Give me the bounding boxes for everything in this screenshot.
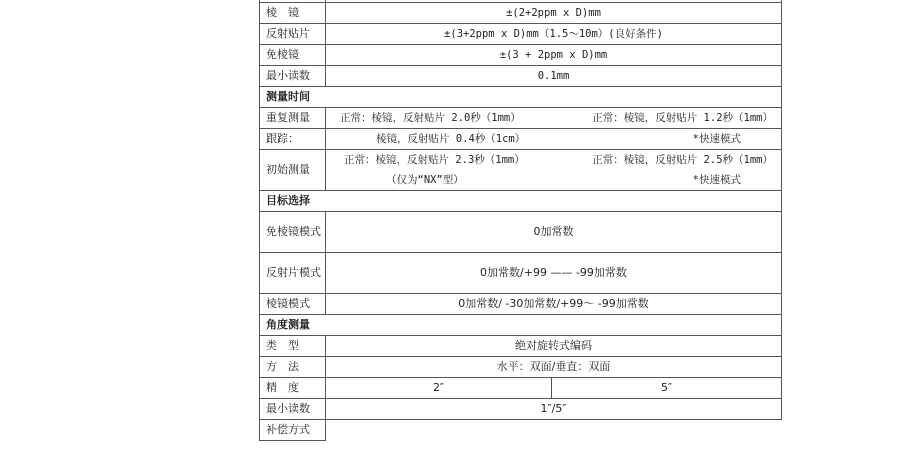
table-row bbox=[260, 378, 782, 399]
section-row bbox=[260, 315, 782, 336]
row-value-empty bbox=[326, 420, 782, 441]
row-value bbox=[326, 129, 782, 150]
table-row bbox=[260, 24, 782, 45]
track-left: 棱镜，反射贴片 0.4秒（1cm） bbox=[376, 133, 526, 145]
row-label: 重复测量 bbox=[260, 108, 326, 129]
table-row bbox=[260, 150, 782, 191]
table-row bbox=[260, 108, 782, 129]
initial-left2: （仅为“NX”型） bbox=[386, 174, 464, 186]
initial-left1: 正常：棱镜，反射贴片 2.3秒（1mm） bbox=[344, 154, 525, 166]
row-value: ±(3+2ppm x D)mm（1.5～10m）(良好条件) bbox=[326, 24, 782, 45]
initial-right1: 正常：棱镜，反射贴片 2.5秒（1mm） bbox=[592, 154, 773, 166]
row-value: 0加常数/+99 —— -99加常数 bbox=[326, 253, 782, 294]
row-value: 0加常数 bbox=[326, 212, 782, 253]
row-label: 免棱镜模式 bbox=[260, 212, 326, 253]
table-row bbox=[260, 399, 782, 420]
table-row bbox=[260, 294, 782, 315]
table-row bbox=[260, 420, 782, 441]
section-heading: 测量时间 bbox=[260, 87, 782, 108]
initial-right2: *快速模式 bbox=[692, 174, 741, 186]
repeat-right: 正常：棱镜，反射贴片 1.2秒（1mm） bbox=[592, 112, 773, 124]
row-value: ±(3 + 2ppm x D)mm bbox=[326, 45, 782, 66]
table-row bbox=[260, 253, 782, 294]
row-value: 1″/5″ bbox=[326, 399, 782, 420]
row-label: 方 法 bbox=[260, 357, 326, 378]
repeat-left: 正常：棱镜，反射贴片 2.0秒（1mm） bbox=[340, 112, 521, 124]
row-value: 绝对旋转式编码 bbox=[326, 336, 782, 357]
row-value bbox=[326, 150, 782, 191]
row-label: 最小读数 bbox=[260, 66, 326, 87]
section-row bbox=[260, 87, 782, 108]
row-value: ±(2+2ppm x D)mm bbox=[326, 3, 782, 24]
row-label: 精 度 bbox=[260, 378, 326, 399]
table-row bbox=[260, 66, 782, 87]
table-row bbox=[260, 212, 782, 253]
row-label: 反射贴片 bbox=[260, 24, 326, 45]
spec-table bbox=[259, 0, 782, 441]
row-label: 最小读数 bbox=[260, 399, 326, 420]
row-label: 补偿方式 bbox=[260, 420, 326, 441]
row-label: 初始测量 bbox=[260, 150, 326, 191]
row-value-a: 2″ bbox=[326, 378, 552, 399]
table-row bbox=[260, 357, 782, 378]
row-label: 棱 镜 bbox=[260, 3, 326, 24]
row-label: 反射片模式 bbox=[260, 253, 326, 294]
row-label: 免棱镜 bbox=[260, 45, 326, 66]
section-heading: 角度测量 bbox=[260, 315, 782, 336]
row-label: 棱镜模式 bbox=[260, 294, 326, 315]
section-heading: 目标选择 bbox=[260, 191, 782, 212]
row-value bbox=[326, 108, 782, 129]
row-value: 水平：双面/垂直：双面 bbox=[326, 357, 782, 378]
table-row bbox=[260, 45, 782, 66]
row-label: 跟踪： bbox=[260, 129, 326, 150]
table-row bbox=[260, 336, 782, 357]
table-row bbox=[260, 3, 782, 24]
row-value: 0加常数/ -30加常数/+99～ -99加常数 bbox=[326, 294, 782, 315]
row-value: 0.1mm bbox=[326, 66, 782, 87]
row-label: 类 型 bbox=[260, 336, 326, 357]
row-value-b: 5″ bbox=[552, 378, 782, 399]
table-row bbox=[260, 129, 782, 150]
track-right: *快速模式 bbox=[692, 133, 741, 145]
section-row bbox=[260, 191, 782, 212]
